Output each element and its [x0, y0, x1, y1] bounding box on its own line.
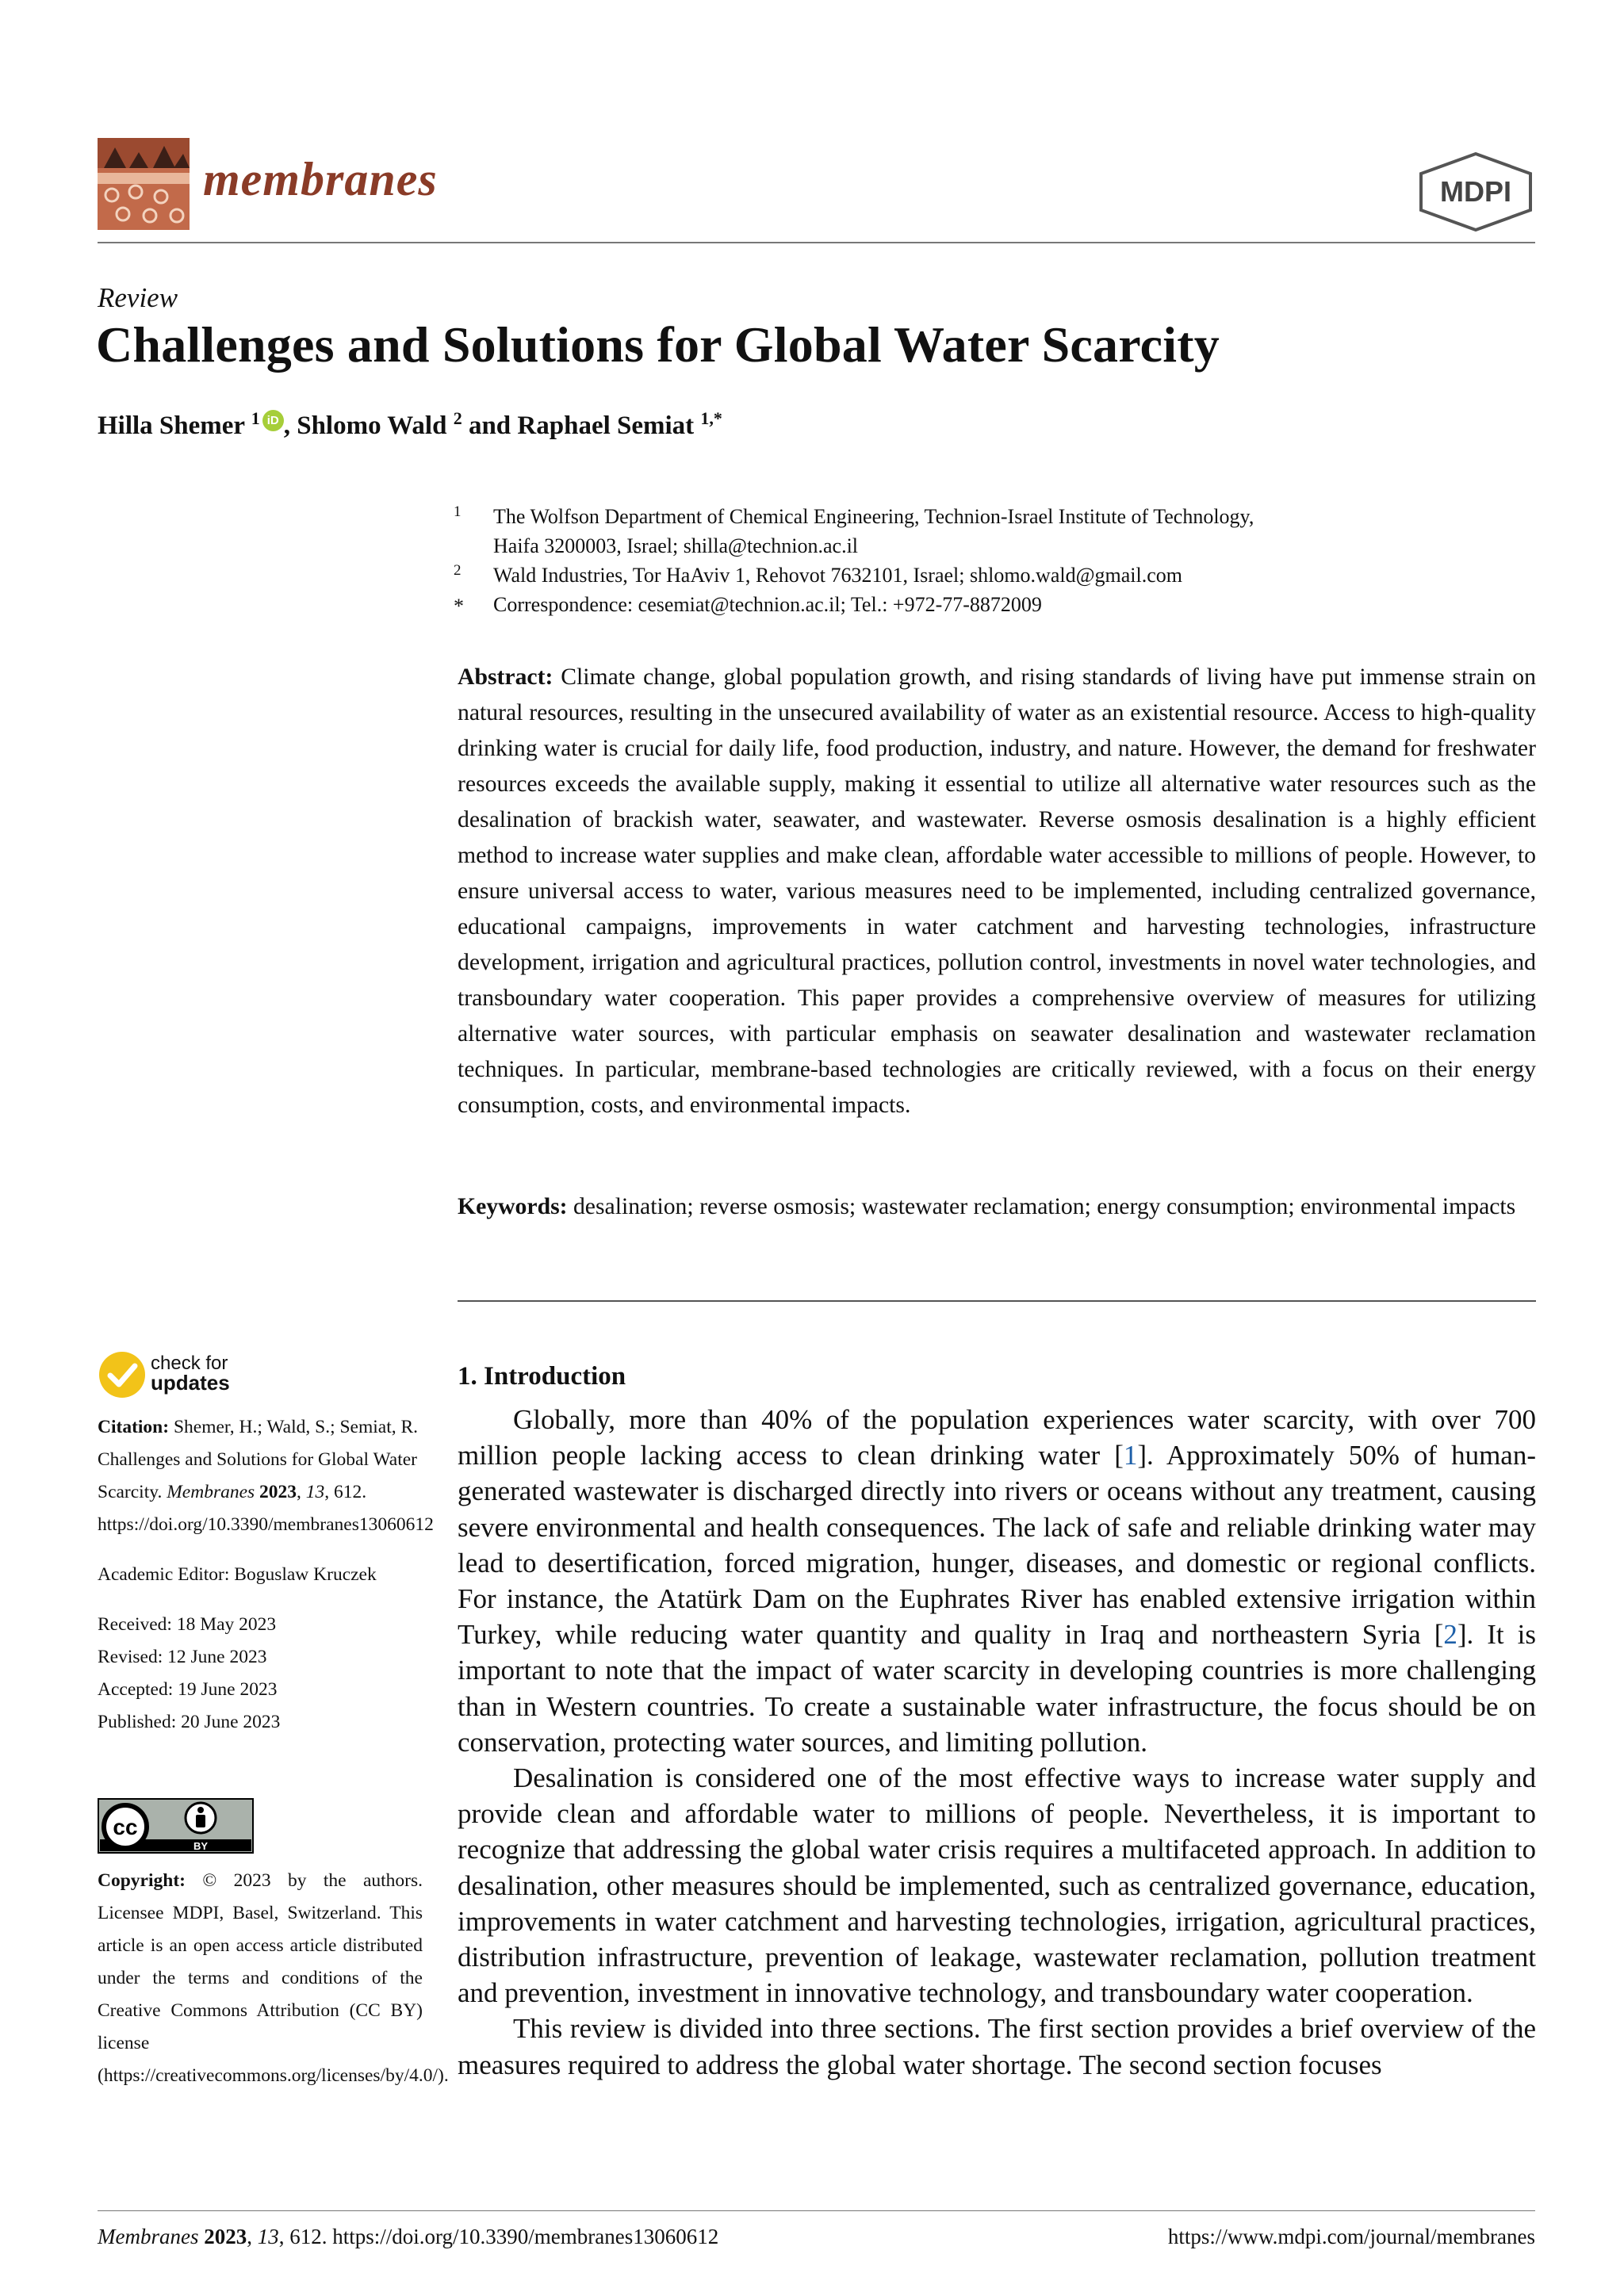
- section-heading-introduction: 1. Introduction: [458, 1362, 626, 1391]
- paragraph: This review is divided into three sections. The first section provides a brief overview of the measures required to address the global water shortage. The second section focuses: [458, 2013, 1536, 2080]
- cc-by-label: BY: [193, 1840, 209, 1852]
- citation: Citation: Shemer, H.; Wald, S.; Semiat, R. Challenges and Solutions for Global Water Scarcity. Membranes 2023, 13, 612. https://doi.org/10.3390/membranes13060612: [98, 1417, 434, 1535]
- correspondence: * Correspondence: cesemiat@technion.ac.il; Tel.: +972-77-8872009: [454, 593, 1042, 618]
- author-list: Hilla Shemer $^1$ iD , Shlomo Wald $^2$ and Raphael Semiat $^{1,*}$: [98, 408, 722, 440]
- date-published: Published: 20 June 2023: [98, 1712, 281, 1732]
- article-title: Challenges and Solutions for Global Water Scarcity: [96, 316, 1220, 373]
- cc-by-license-icon[interactable]: [98, 1798, 254, 1854]
- abstract: [458, 660, 1536, 1123]
- academic-editor: Academic Editor: Boguslaw Kruczek: [98, 1564, 377, 1585]
- reference-link[interactable]: 1: [1123, 1440, 1138, 1471]
- introduction-body: [458, 1402, 1536, 2083]
- article-type: Review: [98, 282, 178, 313]
- header-rule: [98, 242, 1535, 243]
- keywords: [458, 1189, 1536, 1225]
- affiliation-item: 1 The Wolfson Department of Chemical Engineering, Technion-Israel Institute of Technology, Haifa 3200003, Israel; shilla@technion.ac.il: [454, 503, 1254, 557]
- author-name[interactable]: Shlomo Wald: [297, 411, 447, 440]
- keywords-text: desalination; reverse osmosis; wastewater reclamation; energy consumption; environmental impacts: [573, 1194, 1516, 1219]
- check-for-updates-icon[interactable]: [98, 1350, 147, 1399]
- author-affiliation-mark: 1,*: [700, 408, 722, 428]
- affiliations: [454, 502, 1540, 619]
- reference-link[interactable]: 2: [1443, 1619, 1457, 1651]
- membranes-journal-logo: [98, 138, 190, 230]
- affiliation-item: 2 Wald Industries, Tor HaAviv 1, Rehovot 7632101, Israel; shlomo.wald@gmail.com: [454, 562, 1182, 587]
- footer-rule: [98, 2210, 1535, 2211]
- copyright-notice: Copyright: © 2023 by the authors. Licensee MDPI, Basel, Switzerland. This article is an open access article distributed under the terms and conditions of the Creative Commons Attribution (CC BY) license (https://creativecommons.org/licenses/by/4.0/).: [98, 1870, 449, 2086]
- mdpi-logo[interactable]: [1416, 152, 1535, 232]
- date-received: Received: 18 May 2023: [98, 1614, 277, 1635]
- article-info-sidebar: [98, 1411, 434, 1739]
- paragraph: Desalination is considered one of the most effective ways to increase water supply and provide clean and affordable water to millions of people. Nevertheless, it is important to recognize that addressing the global water crisis requires a multifaceted approach. In addition to desalination, other measures should be implemented, such as centralized governance, education, improvements in water catchment and harvesting technologies, irrigation, agricultural practices, distribution infrastructure, prevention of leakage, wastewater reclamation, pollution treatment and prevention, investment in innovative technology, and transboundary water cooperation.: [458, 1762, 1536, 2009]
- cc-label: cc: [113, 1815, 138, 1839]
- author-name[interactable]: Raphael Semiat: [517, 411, 695, 440]
- footer-citation: Membranes 2023, 13, 612. https://doi.org/10.3390/membranes13060612: [98, 2225, 719, 2248]
- date-revised: Revised: 12 June 2023: [98, 1647, 267, 1667]
- journal-name: membranes: [203, 153, 438, 205]
- author-affiliation-mark: 2: [453, 408, 462, 428]
- abstract-text: Climate change, global population growth, and rising standards of living have put immense strain on natural resources, resulting in the unsecured availability of water as an existential resource. Access to high-quality drinking water is crucial for daily life, food production, industry, and nature. However, the demand for freshwater resources exceeds the available supply, making it essential to utilize all alternative water resources such as the desalination of brackish water, seawater, and wastewater. Reverse osmosis desalination is a highly efficient method to increase water supplies and make clean, affordable water accessible to millions of people. However, to ensure universal access to water, various measures need to be implemented, including centralized governance, educational campaigns, improvements in water catchment and harvesting technologies, infrastructure development, irrigation and agricultural practices, pollution control, investments in novel water technologies, and transboundary water cooperation. This paper provides a comprehensive overview of measures for utilizing alternative water sources, with particular emphasis on seawater desalination and wastewater reclamation techniques. In particular, membrane-based technologies are critically reviewed, with a focus on their energy consumption, costs, and environmental impacts.: [458, 664, 1536, 1118]
- footer-journal-url[interactable]: https://www.mdpi.com/journal/membranes: [1167, 2225, 1535, 2248]
- keywords-label: Keywords:: [458, 1194, 568, 1219]
- abstract-rule: [458, 1300, 1536, 1302]
- paragraph: Globally, more than 40% of the population experiences water scarcity, with over 700 million people lacking access to clean drinking water [1]. Approximately 50% of human-generated wastewater is discharged directly into rivers or oceans without any treatment, causing severe environmental and health consequences. The lack of safe and reliable drinking water may lead to desertification, forced migration, hunger, diseases, and domestic or regional conflicts. For instance, the Atatürk Dam on the Euphrates River has enabled extensive irrigation within Turkey, while reducing water quantity and quality in Iraq and northeastern Syria [2]. It is important to note that the impact of water scarcity in developing countries is more challenging than in Western countries. To create a sustainable water infrastructure, the focus should be on conservation, protecting water sources, and limiting pollution.: [458, 1404, 1536, 1758]
- check-for-updates-label[interactable]: check for updates: [151, 1353, 230, 1395]
- date-accepted: Accepted: 19 June 2023: [98, 1679, 278, 1700]
- mdpi-logo-text: MDPI: [1440, 175, 1511, 208]
- abstract-label: Abstract:: [458, 664, 553, 690]
- author-affiliation-mark: 1: [251, 408, 260, 428]
- author-name[interactable]: Hilla Shemer: [98, 411, 245, 440]
- orcid-icon[interactable]: iD: [262, 410, 284, 431]
